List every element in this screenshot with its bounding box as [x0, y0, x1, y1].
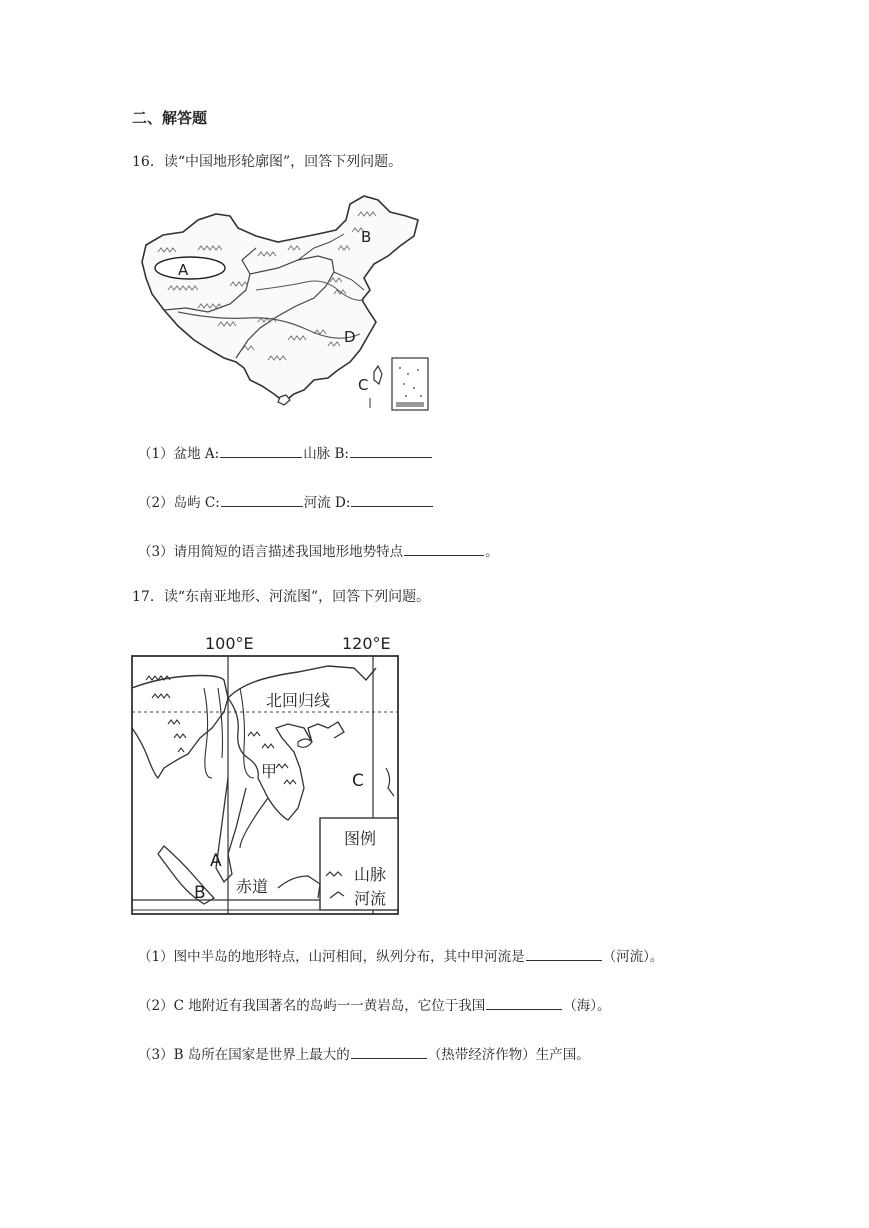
q16-sub2-label-d: 河流 D:	[303, 495, 351, 511]
q17-sub3-text: （3）B 岛所在国家是世界上最大的	[138, 1047, 350, 1063]
answer-blank-river-jia[interactable]	[526, 946, 602, 961]
q16-sub3-text: （3）请用简短的语言描述我国地形地势特点	[138, 544, 404, 560]
q16-sub3-tail: 。	[485, 544, 499, 560]
map-label-d: D	[344, 328, 356, 346]
question-17-stem: 17．读“东南亚地形、河流图”，回答下列问题。	[132, 589, 431, 605]
map-label-c: C	[358, 376, 369, 394]
china-terrain-map	[138, 190, 433, 415]
q16-sub1-label-b: 山脉 B:	[303, 446, 349, 462]
tropic-of-cancer-label: 北回归线	[266, 691, 331, 710]
q17-sub2	[138, 994, 610, 1014]
q16-sub1	[138, 442, 433, 462]
answer-blank-island-c[interactable]	[221, 492, 303, 507]
q16-sub2	[138, 491, 434, 511]
answer-blank-river-d[interactable]	[351, 492, 433, 507]
map-label-jia: 甲	[261, 762, 278, 781]
q16-sub1-label-a: （1）盆地 A:	[138, 446, 220, 462]
answer-blank-mountain-b[interactable]	[350, 443, 432, 458]
q17-sub2-tail: （海）。	[563, 998, 611, 1014]
q17-sub1	[138, 945, 663, 965]
q17-sub3	[138, 1043, 590, 1063]
q17-sub2-text: （2）C 地附近有我国著名的岛屿一一黄岩岛，它位于我国	[138, 998, 486, 1014]
q17-sub1-tail: （河流）。	[602, 949, 664, 965]
q16-sub3	[138, 540, 499, 560]
longitude-label-100e: 100°E	[205, 634, 254, 653]
legend-mountain-label: 山脉	[354, 865, 387, 884]
longitude-label-120e: 120°E	[342, 634, 391, 653]
q17-sub1-text: （1）图中半岛的地形特点，山河相间，纵列分布，其中甲河流是	[138, 949, 525, 965]
legend-title: 图例	[344, 829, 377, 848]
map-label-b-island: B	[194, 883, 206, 903]
answer-blank-sea[interactable]	[486, 995, 562, 1010]
map-label-c-sea: C	[352, 771, 364, 791]
legend-river-label: 河流	[354, 889, 387, 908]
question-16-stem: 16．读“中国地形轮廓图”，回答下列问题。	[132, 154, 403, 170]
section-title: 二、解答题	[132, 109, 208, 127]
q16-sub2-label-c: （2）岛屿 C:	[138, 495, 220, 511]
answer-blank-crop[interactable]	[351, 1044, 427, 1059]
map-label-a-peninsula: A	[210, 851, 222, 871]
answer-blank-basin-a[interactable]	[220, 443, 302, 458]
southeast-asia-map	[128, 628, 408, 924]
answer-blank-terrain-features[interactable]	[404, 541, 484, 556]
map-label-a: A	[178, 261, 189, 279]
q17-sub3-tail: （热带经济作物）生产国。	[427, 1047, 590, 1063]
basin-a-outline	[155, 257, 225, 279]
equator-label: 赤道	[236, 877, 269, 896]
map-label-b: B	[361, 228, 372, 246]
